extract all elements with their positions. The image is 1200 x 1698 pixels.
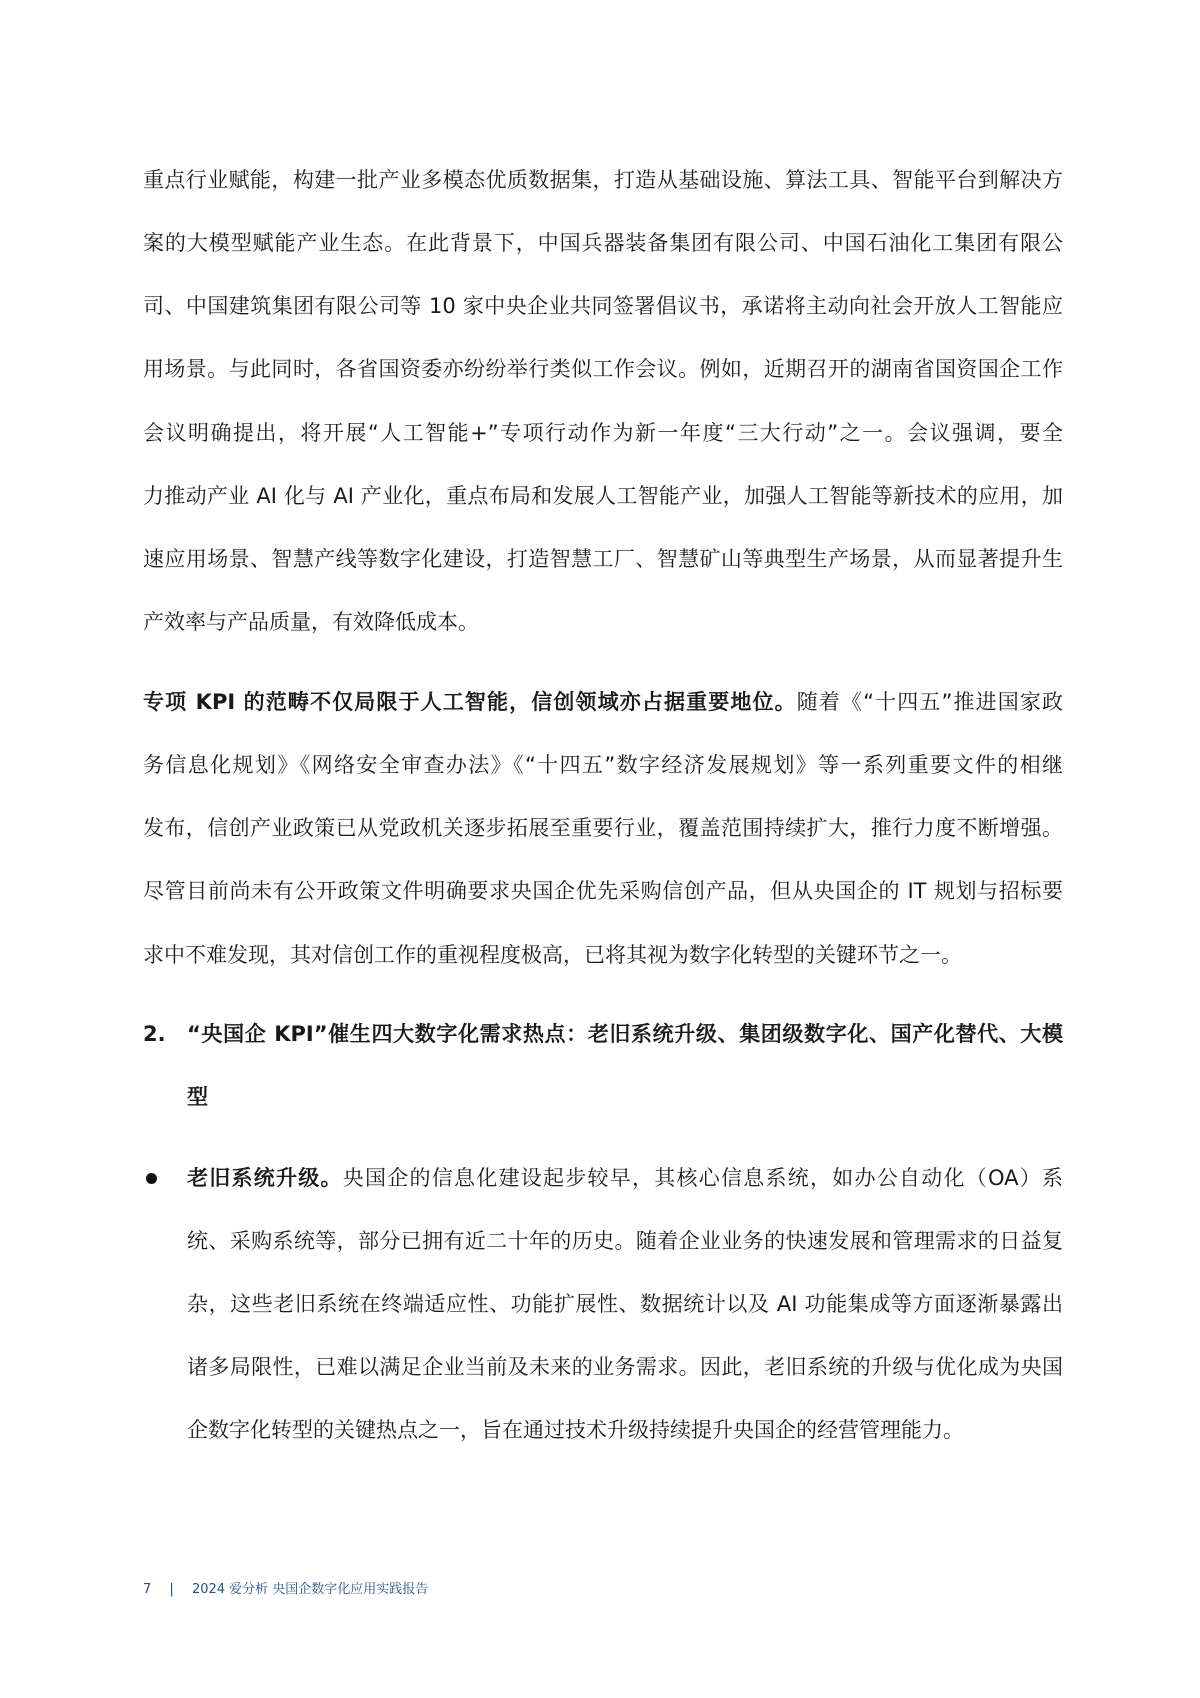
text-line: 杂，这些老旧系统在终端适应性、功能扩展性、数据统计以及 AI 功能集成等方面逐渐暴露出 <box>187 1292 1063 1316</box>
heading-line: 型 <box>187 1085 208 1109</box>
text-line: 企数字化转型的关键热点之一，旨在通过技术升级持续提升央国企的经营管理能力。 <box>187 1418 964 1442</box>
footer-separator: | <box>169 1582 174 1597</box>
bullet-icon <box>146 1173 157 1184</box>
heading-number: 2. <box>143 1022 166 1046</box>
text-line: 务信息化规划》《网络安全审查办法》《“十四五”数字经济发展规划》等一系列重要文件的相继 <box>143 753 1063 777</box>
text-line: 速应用场景、智慧产线等数字化建设，打造智慧工厂、智慧矿山等典型生产场景，从而显著提升生 <box>143 547 1063 571</box>
text-line: 产效率与产品质量，有效降低成本。 <box>143 610 479 634</box>
text-line: 司、中国建筑集团有限公司等 10 家中央企业共同签署倡议书，承诺将主动向社会开放人工智能应 <box>143 294 1063 318</box>
text-line: 求中不难发现，其对信创工作的重视程度极高，已将其视为数字化转型的关键环节之一。 <box>143 943 962 967</box>
heading-line: “央国企 KPI”催生四大数字化需求热点：老旧系统升级、集团级数字化、国产化替代、大模 <box>187 1022 1063 1046</box>
text-line <box>143 689 1063 715</box>
text-line: 统、采购系统等，部分已拥有近二十年的历史。随着企业业务的快速发展和管理需求的日益复 <box>187 1229 1063 1253</box>
text-line: 发布，信创产业政策已从党政机关逐步拓展至重要行业，覆盖范围持续扩大，推行力度不断增强。 <box>143 816 1063 840</box>
text-line: 尽管目前尚未有公开政策文件明确要求央国企优先采购信创产品，但从央国企的 IT 规划与招标要 <box>143 879 1063 903</box>
text-line: 诸多局限性，已难以满足企业当前及未来的业务需求。因此，老旧系统的升级与优化成为央国 <box>187 1355 1063 1379</box>
text-line: 力推动产业 AI 化与 AI 产业化，重点布局和发展人工智能产业，加强人工智能等新技术的应用，加 <box>143 484 1063 508</box>
bold-lead: 老旧系统升级。 <box>187 1166 343 1190</box>
bold-lead: 专项 KPI 的范畴不仅局限于人工智能，信创领域亦占据重要地位。 <box>143 690 797 714</box>
text-line: 重点行业赋能，构建一批产业多模态优质数据集，打造从基础设施、算法工具、智能平台到解决方 <box>143 168 1063 192</box>
text-line: 案的大模型赋能产业生态。在此背景下，中国兵器装备集团有限公司、中国石油化工集团有限公 <box>143 231 1063 255</box>
text-line <box>187 1165 1063 1191</box>
text: 随着《“十四五”推进国家政 <box>796 690 1063 714</box>
text-line: 会议明确提出，将开展“人工智能+”专项行动作为新一年度“三大行动”之一。会议强调，要全 <box>143 421 1063 445</box>
page-number: 7 <box>143 1582 152 1597</box>
footer-title: 2024 爱分析 央国企数字化应用实践报告 <box>191 1582 429 1597</box>
page-footer <box>143 1578 428 1597</box>
text-line: 用场景。与此同时，各省国资委亦纷纷举行类似工作会议。例如，近期召开的湖南省国资国企工作 <box>143 357 1063 381</box>
text: 央国企的信息化建设起步较早，其核心信息系统，如办公自动化（OA）系 <box>342 1166 1063 1190</box>
